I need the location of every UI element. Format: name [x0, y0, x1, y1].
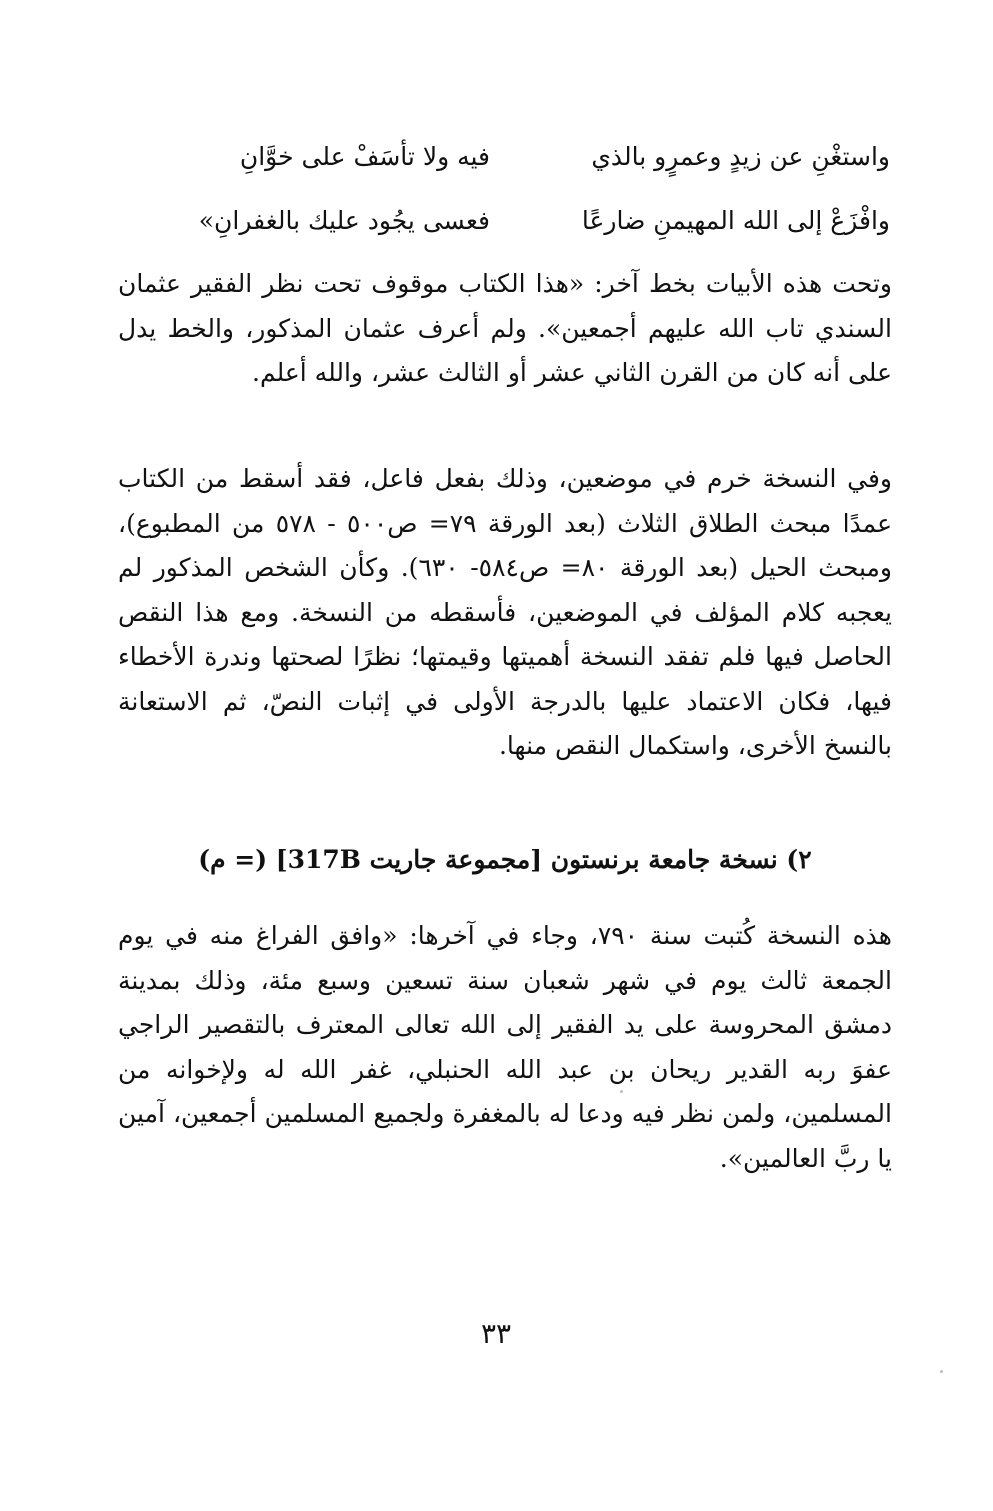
poem-verse-2	[120, 194, 890, 246]
verse-2-first-hemistich: وافْزَعْ إلى الله المهيمنِ ضارعًا	[581, 205, 890, 235]
verse-1-first-hemistich: واستغْنِ عن زيدٍ وعمرٍو بالذي	[591, 141, 890, 171]
section-heading-princeton-manuscript: ٢) نسخة جامعة برنستون [مجموعة جاريت 317B] (= م)	[198, 845, 812, 874]
paragraph-manuscript-gaps: وفي النسخة خرم في موضعين، وذلك بفعل فاعل، فقد أسقط من الكتاب عمدًا مبحث الطلاق الثلاث (بعد الورقة ٧٩= ص٥٠٠ - ٥٧٨ من المطبوع)، ومبحث الحيل (بعد الورقة ٨٠= ص٥٨٤- ٦٣٠). وكأن الشخص المذكور لم يعجبه كلام المؤلف في الموضعين، فأسقطه من النسخة. ومع هذا النقص الحاصل فيها فلم تفقد النسخة أهميتها وقيمتها؛ نظرًا لصحتها وندرة الأخطاء فيها، فكان الاعتماد عليها بالدرجة الأولى في إثبات النصّ، ثم الاستعانة بالنسخ الأخرى، واستكمال النقص منها.	[118, 464, 893, 760]
poem-verse-1	[120, 130, 890, 182]
paragraph-colophon: هذه النسخة كُتبت سنة ٧٩٠، وجاء في آخرها: «وافق الفراغ منه في يوم الجمعة ثالث يوم في شهر شعبان سنة تسعين وسبع مئة، وذلك بمدينة دمشق المحروسة على يد الفقير إلى الله تعالى المعترف بالتقصير الراجي عفوَ ربه القدير ريحان بن عبد الله الحنبلي، غفر الله له ولإخوانه من المسلمين، ولمن نظر فيه ودعا له بالمغفرة ولجميع المسلمين أجمعين، آمين يا ربَّ العالمين».	[118, 921, 892, 1173]
scan-speck	[620, 1090, 623, 1093]
scan-speck	[940, 1370, 943, 1373]
verse-1-second-hemistich: فيه ولا تأسَفْ على خوَّانِ	[239, 141, 490, 171]
verse-2-second-hemistich: فعسى يجُود عليك بالغفرانِ»	[198, 205, 490, 235]
paragraph-ownership-note: وتحت هذه الأبيات بخط آخر: «هذا الكتاب موقوف تحت نظر الفقير عثمان السندي تاب الله عليهم أجمعين». ولم أعرف عثمان المذكور، والخط يدل على أنه كان من القرن الثاني عشر أو الثالث عشر، والله أعلم.	[118, 269, 892, 387]
page-number: ٣٣	[480, 1317, 512, 1350]
